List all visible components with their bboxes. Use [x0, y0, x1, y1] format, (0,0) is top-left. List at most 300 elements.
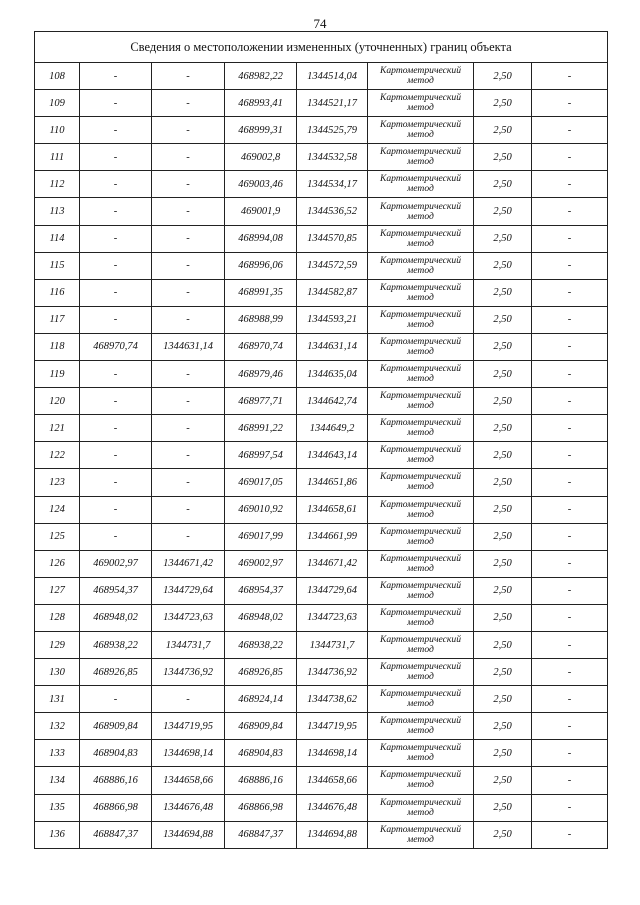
existing-y-cell: 1344671,42	[152, 550, 225, 577]
method-line-1: Картометрический	[379, 92, 462, 104]
method-line-2: метод	[407, 75, 434, 87]
existing-y-cell: 1344658,66	[152, 767, 225, 794]
refined-y-cell: 1344658,61	[297, 496, 368, 523]
method-line-2: метод	[407, 535, 434, 547]
existing-x-cell: 468954,37	[80, 577, 152, 604]
description-cell: -	[532, 198, 608, 225]
method-cell	[368, 577, 474, 604]
existing-y-cell: -	[152, 388, 225, 415]
point-number-cell: 108	[35, 63, 80, 90]
accuracy-cell: 2,50	[474, 361, 532, 388]
existing-x-cell: -	[80, 225, 152, 252]
method-cell	[368, 469, 474, 496]
method-cell	[368, 713, 474, 740]
method-line-2: метод	[407, 156, 434, 168]
method-cell	[368, 794, 474, 821]
refined-y-cell: 1344635,04	[297, 361, 368, 388]
table-row	[35, 794, 608, 821]
method-line-1: Картометрический	[379, 579, 462, 591]
existing-x-cell: 468847,37	[80, 821, 152, 848]
accuracy-cell: 2,50	[474, 577, 532, 604]
method-line-1: Картометрический	[379, 742, 462, 754]
refined-x-cell: 469001,9	[225, 198, 297, 225]
method-line-1: Картометрический	[379, 308, 462, 320]
table-row	[35, 740, 608, 767]
existing-x-cell: -	[80, 496, 152, 523]
existing-x-cell: -	[80, 90, 152, 117]
method-line-2: метод	[407, 508, 434, 520]
existing-y-cell: 1344698,14	[152, 740, 225, 767]
method-line-2: метод	[407, 481, 434, 493]
method-line-1: Картометрический	[379, 227, 462, 239]
table-row	[35, 577, 608, 604]
table-row	[35, 279, 608, 306]
method-cell	[368, 252, 474, 279]
existing-y-cell: 1344694,88	[152, 821, 225, 848]
point-number-cell: 136	[35, 821, 80, 848]
table-row	[35, 523, 608, 550]
accuracy-cell: 2,50	[474, 144, 532, 171]
method-line-2: метод	[407, 833, 434, 845]
table-row	[35, 550, 608, 577]
description-cell: -	[532, 171, 608, 198]
method-line-2: метод	[407, 725, 434, 737]
existing-x-cell: 468866,98	[80, 794, 152, 821]
refined-y-cell: 1344642,74	[297, 388, 368, 415]
accuracy-cell: 2,50	[474, 740, 532, 767]
existing-y-cell: -	[152, 306, 225, 333]
refined-y-cell: 1344525,79	[297, 117, 368, 144]
description-cell: -	[532, 740, 608, 767]
method-cell	[368, 306, 474, 333]
accuracy-cell: 2,50	[474, 713, 532, 740]
point-number-cell: 109	[35, 90, 80, 117]
method-line-2: метод	[407, 752, 434, 764]
existing-x-cell: -	[80, 415, 152, 442]
method-cell	[368, 388, 474, 415]
description-cell: -	[532, 767, 608, 794]
method-cell	[368, 686, 474, 713]
point-number-cell: 129	[35, 631, 80, 658]
refined-x-cell: 468977,71	[225, 388, 297, 415]
description-cell: -	[532, 496, 608, 523]
existing-y-cell: 1344729,64	[152, 577, 225, 604]
accuracy-cell: 2,50	[474, 225, 532, 252]
refined-y-cell: 1344676,48	[297, 794, 368, 821]
description-cell: -	[532, 550, 608, 577]
refined-y-cell: 1344572,59	[297, 252, 368, 279]
refined-x-cell: 469002,97	[225, 550, 297, 577]
existing-x-cell: 468886,16	[80, 767, 152, 794]
method-cell	[368, 171, 474, 198]
table-title: Сведения о местоположении измененных (уточненных) границ объекта	[35, 32, 608, 63]
refined-y-cell: 1344661,99	[297, 523, 368, 550]
table-row	[35, 306, 608, 333]
accuracy-cell: 2,50	[474, 794, 532, 821]
method-line-2: метод	[407, 264, 434, 276]
point-number-cell: 130	[35, 659, 80, 686]
accuracy-cell: 2,50	[474, 63, 532, 90]
method-line-1: Картометрический	[379, 661, 462, 673]
existing-x-cell: 468926,85	[80, 659, 152, 686]
refined-x-cell: 468979,46	[225, 361, 297, 388]
table-row	[35, 442, 608, 469]
description-cell: -	[532, 713, 608, 740]
accuracy-cell: 2,50	[474, 198, 532, 225]
method-line-1: Картометрический	[379, 173, 462, 185]
existing-y-cell: 1344723,63	[152, 604, 225, 631]
method-cell	[368, 90, 474, 117]
refined-y-cell: 1344651,86	[297, 469, 368, 496]
method-line-1: Картометрический	[379, 498, 462, 510]
method-cell	[368, 496, 474, 523]
method-line-2: метод	[407, 427, 434, 439]
refined-y-cell: 1344723,63	[297, 604, 368, 631]
existing-x-cell: -	[80, 388, 152, 415]
description-cell: -	[532, 144, 608, 171]
existing-x-cell: -	[80, 361, 152, 388]
existing-y-cell: 1344676,48	[152, 794, 225, 821]
point-number-cell: 134	[35, 767, 80, 794]
refined-y-cell: 1344658,66	[297, 767, 368, 794]
method-line-2: метод	[407, 589, 434, 601]
refined-y-cell: 1344536,52	[297, 198, 368, 225]
refined-x-cell: 468924,14	[225, 686, 297, 713]
refined-y-cell: 1344643,14	[297, 442, 368, 469]
accuracy-cell: 2,50	[474, 496, 532, 523]
point-number-cell: 110	[35, 117, 80, 144]
refined-x-cell: 468994,08	[225, 225, 297, 252]
method-line-2: метод	[407, 129, 434, 141]
method-cell	[368, 333, 474, 360]
description-cell: -	[532, 631, 608, 658]
method-line-2: метод	[407, 400, 434, 412]
method-cell	[368, 415, 474, 442]
point-number-cell: 122	[35, 442, 80, 469]
method-line-2: метод	[407, 644, 434, 656]
point-number-cell: 111	[35, 144, 80, 171]
point-number-cell: 112	[35, 171, 80, 198]
method-cell	[368, 225, 474, 252]
existing-x-cell: -	[80, 144, 152, 171]
refined-x-cell: 468991,35	[225, 279, 297, 306]
method-line-1: Картометрический	[379, 119, 462, 131]
table-row	[35, 767, 608, 794]
refined-y-cell: 1344736,92	[297, 659, 368, 686]
refined-x-cell: 468938,22	[225, 631, 297, 658]
accuracy-cell: 2,50	[474, 388, 532, 415]
method-line-1: Картометрический	[379, 444, 462, 456]
method-cell	[368, 631, 474, 658]
refined-y-cell: 1344593,21	[297, 306, 368, 333]
refined-y-cell: 1344729,64	[297, 577, 368, 604]
existing-y-cell: -	[152, 252, 225, 279]
accuracy-cell: 2,50	[474, 469, 532, 496]
accuracy-cell: 2,50	[474, 821, 532, 848]
existing-x-cell: -	[80, 171, 152, 198]
description-cell: -	[532, 577, 608, 604]
table-title-row	[35, 32, 608, 63]
table-row	[35, 225, 608, 252]
refined-y-cell: 1344534,17	[297, 171, 368, 198]
point-number-cell: 119	[35, 361, 80, 388]
existing-x-cell: -	[80, 198, 152, 225]
description-cell: -	[532, 821, 608, 848]
method-line-2: метод	[407, 210, 434, 222]
existing-x-cell: -	[80, 523, 152, 550]
refined-x-cell: 468988,99	[225, 306, 297, 333]
method-line-2: метод	[407, 102, 434, 114]
method-cell	[368, 442, 474, 469]
point-number-cell: 126	[35, 550, 80, 577]
existing-y-cell: -	[152, 171, 225, 198]
existing-x-cell: 468909,84	[80, 713, 152, 740]
point-number-cell: 114	[35, 225, 80, 252]
refined-x-cell: 468999,31	[225, 117, 297, 144]
point-number-cell: 124	[35, 496, 80, 523]
method-line-2: метод	[407, 779, 434, 791]
method-cell	[368, 767, 474, 794]
method-line-1: Картометрический	[379, 146, 462, 158]
table-row	[35, 90, 608, 117]
existing-y-cell: -	[152, 279, 225, 306]
refined-x-cell: 468993,41	[225, 90, 297, 117]
point-number-cell: 123	[35, 469, 80, 496]
description-cell: -	[532, 469, 608, 496]
page-number: 74	[313, 16, 327, 31]
method-cell	[368, 361, 474, 388]
method-line-2: метод	[407, 345, 434, 357]
method-line-1: Картометрический	[379, 200, 462, 212]
accuracy-cell: 2,50	[474, 550, 532, 577]
point-number-cell: 120	[35, 388, 80, 415]
method-cell	[368, 550, 474, 577]
existing-x-cell: -	[80, 63, 152, 90]
method-line-2: метод	[407, 806, 434, 818]
existing-y-cell: -	[152, 496, 225, 523]
existing-x-cell: 468970,74	[80, 333, 152, 360]
method-cell	[368, 63, 474, 90]
table-row	[35, 415, 608, 442]
refined-x-cell: 468982,22	[225, 63, 297, 90]
point-number-cell: 121	[35, 415, 80, 442]
table-row	[35, 117, 608, 144]
method-cell	[368, 144, 474, 171]
method-line-2: метод	[407, 616, 434, 628]
existing-y-cell: 1344736,92	[152, 659, 225, 686]
existing-x-cell: 468938,22	[80, 631, 152, 658]
existing-y-cell: -	[152, 117, 225, 144]
point-number-cell: 116	[35, 279, 80, 306]
description-cell: -	[532, 604, 608, 631]
method-cell	[368, 604, 474, 631]
accuracy-cell: 2,50	[474, 442, 532, 469]
accuracy-cell: 2,50	[474, 415, 532, 442]
table-row	[35, 252, 608, 279]
method-line-2: метод	[407, 291, 434, 303]
description-cell: -	[532, 523, 608, 550]
method-cell	[368, 198, 474, 225]
method-line-1: Картометрический	[379, 417, 462, 429]
point-number-cell: 133	[35, 740, 80, 767]
table-row	[35, 821, 608, 848]
method-line-1: Картометрический	[379, 715, 462, 727]
accuracy-cell: 2,50	[474, 631, 532, 658]
existing-x-cell: -	[80, 252, 152, 279]
accuracy-cell: 2,50	[474, 767, 532, 794]
refined-x-cell: 469003,46	[225, 171, 297, 198]
point-number-cell: 131	[35, 686, 80, 713]
refined-y-cell: 1344521,17	[297, 90, 368, 117]
refined-y-cell: 1344719,95	[297, 713, 368, 740]
refined-x-cell: 469010,92	[225, 496, 297, 523]
table-row	[35, 144, 608, 171]
boundary-points-table	[34, 31, 608, 849]
description-cell: -	[532, 90, 608, 117]
refined-y-cell: 1344694,88	[297, 821, 368, 848]
description-cell: -	[532, 306, 608, 333]
existing-y-cell: -	[152, 90, 225, 117]
method-line-2: метод	[407, 698, 434, 710]
table-row	[35, 388, 608, 415]
existing-y-cell: -	[152, 144, 225, 171]
existing-x-cell: -	[80, 442, 152, 469]
existing-x-cell: -	[80, 686, 152, 713]
method-line-1: Картометрический	[379, 65, 462, 77]
description-cell: -	[532, 63, 608, 90]
description-cell: -	[532, 225, 608, 252]
accuracy-cell: 2,50	[474, 523, 532, 550]
existing-y-cell: -	[152, 361, 225, 388]
table-row	[35, 631, 608, 658]
method-line-1: Картометрический	[379, 796, 462, 808]
method-line-1: Картометрический	[379, 688, 462, 700]
table-row	[35, 713, 608, 740]
accuracy-cell: 2,50	[474, 171, 532, 198]
existing-x-cell: 468948,02	[80, 604, 152, 631]
refined-x-cell: 468904,83	[225, 740, 297, 767]
table-row	[35, 659, 608, 686]
refined-x-cell: 468954,37	[225, 577, 297, 604]
point-number-cell: 115	[35, 252, 80, 279]
point-number-cell: 128	[35, 604, 80, 631]
point-number-cell: 132	[35, 713, 80, 740]
description-cell: -	[532, 794, 608, 821]
existing-y-cell: -	[152, 523, 225, 550]
refined-x-cell: 468866,98	[225, 794, 297, 821]
existing-y-cell: -	[152, 225, 225, 252]
method-line-1: Картометрический	[379, 552, 462, 564]
method-cell	[368, 117, 474, 144]
method-line-1: Картометрический	[379, 281, 462, 293]
refined-y-cell: 1344738,62	[297, 686, 368, 713]
refined-x-cell: 468847,37	[225, 821, 297, 848]
table-row	[35, 496, 608, 523]
table-row	[35, 333, 608, 360]
point-number-cell: 125	[35, 523, 80, 550]
accuracy-cell: 2,50	[474, 279, 532, 306]
method-line-1: Картометрический	[379, 390, 462, 402]
method-line-1: Картометрический	[379, 525, 462, 537]
existing-y-cell: -	[152, 469, 225, 496]
refined-x-cell: 469002,8	[225, 144, 297, 171]
description-cell: -	[532, 252, 608, 279]
method-line-1: Картометрический	[379, 254, 462, 266]
description-cell: -	[532, 388, 608, 415]
refined-x-cell: 468926,85	[225, 659, 297, 686]
refined-x-cell: 468970,74	[225, 333, 297, 360]
description-cell: -	[532, 442, 608, 469]
point-number-cell: 113	[35, 198, 80, 225]
method-line-2: метод	[407, 373, 434, 385]
method-line-2: метод	[407, 562, 434, 574]
method-line-2: метод	[407, 183, 434, 195]
refined-x-cell: 468909,84	[225, 713, 297, 740]
method-line-1: Картометрический	[379, 335, 462, 347]
table-row	[35, 171, 608, 198]
refined-y-cell: 1344514,04	[297, 63, 368, 90]
refined-y-cell: 1344731,7	[297, 631, 368, 658]
method-line-1: Картометрический	[379, 769, 462, 781]
description-cell: -	[532, 686, 608, 713]
method-cell	[368, 523, 474, 550]
description-cell: -	[532, 279, 608, 306]
refined-x-cell: 469017,99	[225, 523, 297, 550]
existing-x-cell: -	[80, 469, 152, 496]
table-row	[35, 361, 608, 388]
existing-x-cell: -	[80, 117, 152, 144]
accuracy-cell: 2,50	[474, 686, 532, 713]
table-row	[35, 63, 608, 90]
refined-x-cell: 468991,22	[225, 415, 297, 442]
description-cell: -	[532, 415, 608, 442]
description-cell: -	[532, 333, 608, 360]
refined-y-cell: 1344649,2	[297, 415, 368, 442]
description-cell: -	[532, 117, 608, 144]
method-cell	[368, 740, 474, 767]
existing-y-cell: 1344719,95	[152, 713, 225, 740]
method-line-1: Картометрический	[379, 823, 462, 835]
accuracy-cell: 2,50	[474, 306, 532, 333]
refined-x-cell: 469017,05	[225, 469, 297, 496]
refined-x-cell: 468996,06	[225, 252, 297, 279]
table-row	[35, 198, 608, 225]
method-line-2: метод	[407, 318, 434, 330]
refined-x-cell: 468886,16	[225, 767, 297, 794]
existing-x-cell: -	[80, 306, 152, 333]
accuracy-cell: 2,50	[474, 117, 532, 144]
existing-y-cell: -	[152, 415, 225, 442]
existing-y-cell: -	[152, 198, 225, 225]
existing-y-cell: 1344631,14	[152, 333, 225, 360]
refined-x-cell: 468948,02	[225, 604, 297, 631]
accuracy-cell: 2,50	[474, 90, 532, 117]
method-line-2: метод	[407, 454, 434, 466]
point-number-cell: 127	[35, 577, 80, 604]
refined-y-cell: 1344582,87	[297, 279, 368, 306]
refined-y-cell: 1344532,58	[297, 144, 368, 171]
method-line-2: метод	[407, 671, 434, 683]
existing-x-cell: -	[80, 279, 152, 306]
method-line-1: Картометрический	[379, 471, 462, 483]
point-number-cell: 118	[35, 333, 80, 360]
method-line-1: Картометрический	[379, 634, 462, 646]
description-cell: -	[532, 361, 608, 388]
accuracy-cell: 2,50	[474, 659, 532, 686]
method-line-2: метод	[407, 237, 434, 249]
method-cell	[368, 659, 474, 686]
method-line-1: Картометрический	[379, 606, 462, 618]
